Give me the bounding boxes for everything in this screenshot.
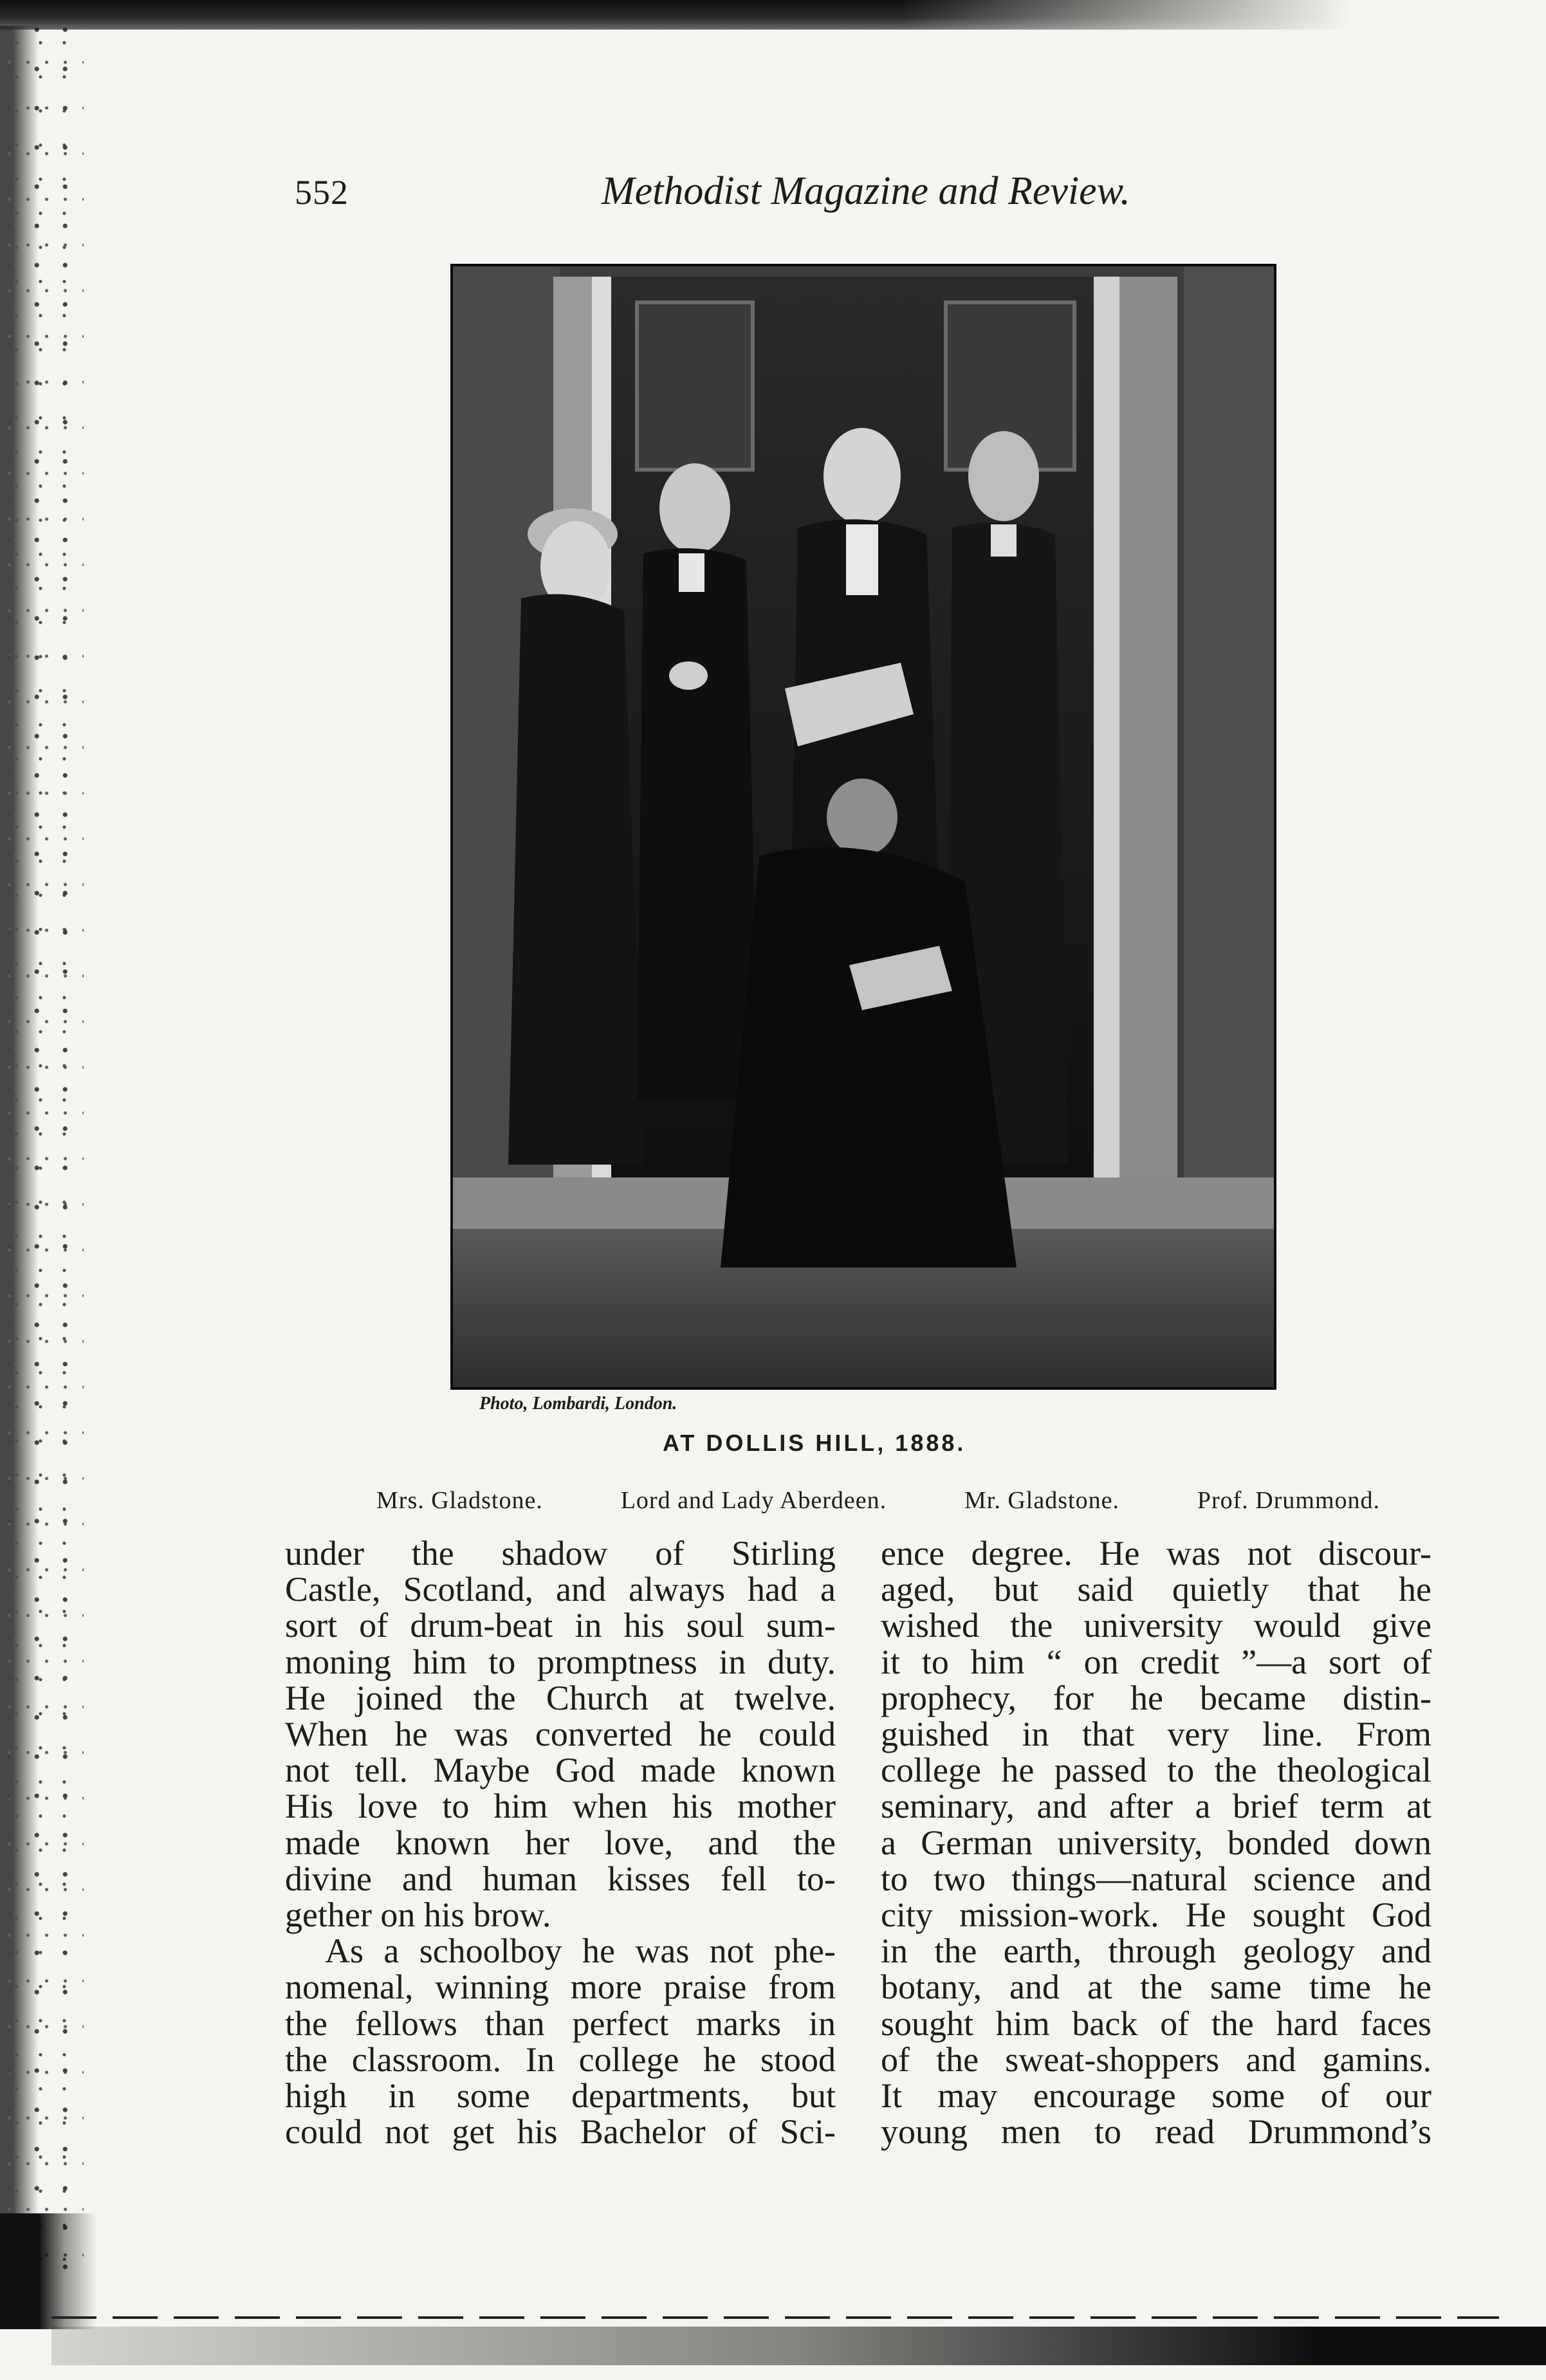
text-line: the classroom. In college he stood xyxy=(285,2040,836,2079)
text-line: seminary, and after a brief term at xyxy=(881,1787,1431,1826)
scan-left-edge xyxy=(0,26,84,2291)
text-line: guished in that very line. From xyxy=(881,1715,1431,1754)
text-line: botany, and at the same time he xyxy=(881,1968,1431,2007)
figure-names-line xyxy=(376,1486,1380,1515)
photo-credit: Photo, Lombardi, London. xyxy=(479,1394,677,1414)
page-number: 552 xyxy=(295,173,349,212)
scan-top-fade xyxy=(901,0,1546,39)
text-line: When he was converted he could xyxy=(285,1715,836,1754)
figure-caption-heading: AT DOLLIS HILL, 1888. xyxy=(663,1430,966,1456)
paragraph xyxy=(285,1535,836,1933)
text-column-right xyxy=(881,1535,1431,2150)
text-line: ence degree. He was not discour- xyxy=(881,1534,1431,1573)
photograph-image xyxy=(450,264,1276,1390)
text-line: Castle, Scotland, and always had a xyxy=(285,1570,836,1609)
running-title: Methodist Magazine and Review. xyxy=(602,169,1130,213)
text-line: moning him to promptness in duty. xyxy=(285,1642,836,1681)
text-line: city mission-work. He sought God xyxy=(881,1896,1431,1935)
scan-corner-shadow xyxy=(0,2213,97,2329)
figure-name: Mr. Gladstone. xyxy=(964,1487,1119,1514)
text-line: sort of drum-beat in his soul sum- xyxy=(285,1606,836,1645)
text-line: young men to read Drummond’s xyxy=(881,2112,1431,2152)
figure-name: Lord and Lady Aberdeen. xyxy=(620,1487,887,1514)
text-line: college he passed to the theological xyxy=(881,1751,1431,1790)
figure-name: Mrs. Gladstone. xyxy=(376,1487,543,1514)
text-line: gether on his brow. xyxy=(285,1896,551,1935)
scan-bottom-rule xyxy=(51,2316,1499,2319)
text-line: under the shadow of Stirling xyxy=(285,1534,836,1573)
text-column-left xyxy=(285,1535,836,2150)
paragraph xyxy=(881,1535,1431,2150)
text-line: high in some departments, but xyxy=(285,2076,836,2116)
text-line: prophecy, for he became distin- xyxy=(881,1678,1431,1717)
text-line: sought him back of the hard faces xyxy=(881,2004,1431,2043)
text-line: aged, but said quietly that he xyxy=(881,1570,1431,1609)
text-line: a German university, bonded down xyxy=(881,1823,1431,1862)
text-line: to two things—natural science and xyxy=(881,1859,1431,1898)
text-line: could not get his Bachelor of Sci- xyxy=(285,2112,836,2152)
text-line: nomenal, winning more praise from xyxy=(285,1968,836,2007)
text-line: not tell. Maybe God made known xyxy=(285,1751,836,1790)
text-line: divine and human kisses fell to- xyxy=(285,1859,836,1898)
text-line: He joined the Church at twelve. xyxy=(285,1678,836,1717)
text-line: in the earth, through geology and xyxy=(881,1932,1431,1971)
text-line: It may encourage some of our xyxy=(881,2076,1431,2116)
paragraph xyxy=(285,1933,836,2150)
scan-bottom-border xyxy=(51,2327,1546,2365)
text-line: it to him “ on credit ”—a sort of xyxy=(881,1642,1431,1681)
group-photograph xyxy=(450,264,1276,1390)
text-line: made known her love, and the xyxy=(285,1823,836,1862)
text-line: of the sweat-shoppers and gamins. xyxy=(881,2040,1431,2079)
text-line: His love to him when his mother xyxy=(285,1787,836,1826)
text-line: As a schoolboy he was not phe- xyxy=(325,1932,836,1971)
text-line: wished the university would give xyxy=(881,1606,1431,1645)
text-line: the fellows than perfect marks in xyxy=(285,2004,836,2043)
figure-name: Prof. Drummond. xyxy=(1197,1487,1380,1514)
